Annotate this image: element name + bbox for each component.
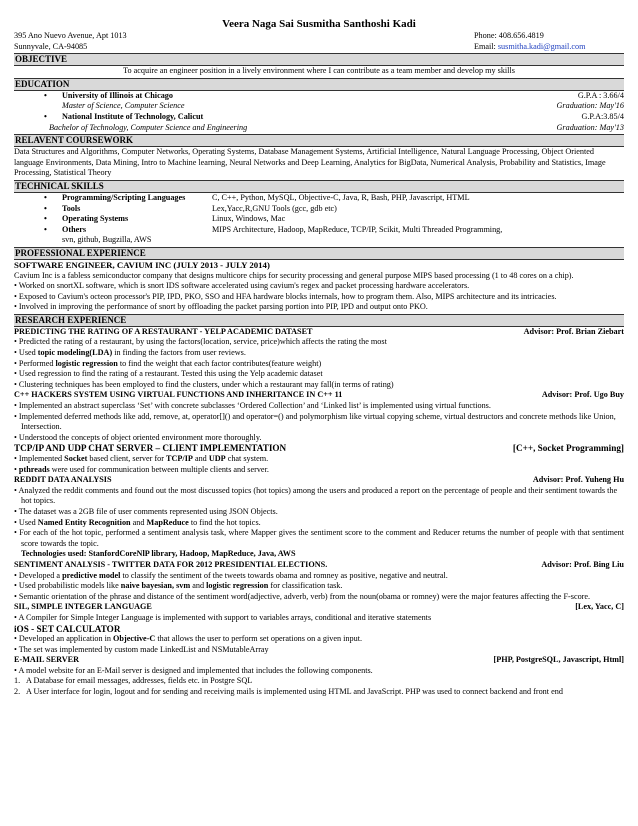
project-bullet: • A Compiler for Simple Integer Language is implemented with support to variables arrays, conditional and iterative statements: [14, 612, 432, 622]
contact-row-2: [14, 42, 624, 53]
email-link[interactable]: susmitha.kadi@gmail.com: [497, 41, 586, 51]
skill-value: Lex,Yacc,R,GNU Tools (gcc, gdb etc): [212, 203, 337, 213]
phone: Phone: 408.656.4819: [474, 31, 544, 40]
coursework-text: Data Structures and Algorithms, Computer Networks, Operating Systems, Database Management Systems, Artificial Intelligence, Natural Language Processing, Object Oriented language Environments, Data Mining, Intro to Machine learning, Neural Networks and Deep Learning, Analytics for BigData, Numerical Analysis, Probability and Statistics, Image Processing, Statistical Theory: [14, 147, 606, 178]
project-tech: [C++, Socket Programming]: [512, 443, 624, 454]
job-bullet: • Exposed to Cavium's octeon processor's PIP, IPD, PKO, SSO and HFA hardware blocks internals, how to program them. Also, MIPS architecture and its intricacies.: [14, 291, 557, 301]
section-experience-heading: PROFESSIONAL EXPERIENCE: [14, 247, 624, 260]
project-bullet: • Implemented an abstract superclass ‘Set’ with concrete subclasses ‘Ordered Collection’ and ‘Linked list’ is implemented using virtual functions.: [14, 401, 491, 411]
project-title: REDDIT DATA ANALYSIS: [14, 475, 112, 485]
section-skills-heading: TECHNICAL SKILLS: [14, 180, 624, 193]
address-line-2: Sunnyvale, CA-94085: [14, 41, 88, 51]
contact-row-1: [14, 31, 624, 42]
project-heading: [14, 602, 624, 613]
numbered-item: 2. A User interface for login, logout and for sending and receiving mails is implemented using HTML and JavaScript. PHP was used to connect backend and front end: [14, 687, 563, 697]
project-heading: [14, 443, 624, 454]
education-degree-2: [14, 123, 624, 134]
project-heading: [14, 624, 624, 635]
objective-text: To acquire an engineer position in a lively environment where I can contribute as a team member and develop my skills: [123, 66, 515, 76]
project-advisor: Advisor: Prof. Bing Liu: [541, 559, 624, 569]
numbered-item: 1. A Database for email messages, addresses, fields etc. in Postgre SQL: [14, 676, 253, 686]
skill-row: • Operating Systems Linux, Windows, Mac: [14, 214, 624, 225]
section-objective-heading: OBJECTIVE: [14, 53, 624, 66]
project-bullet: • Implemented deferred methods like add, remove, at, operator[]() and operator=() and polymorphism like virtual copying scheme, virtual destructors and concrete methods like Union, Intersection.: [14, 411, 616, 432]
project-bullet: • Predicted the rating of a restaurant, by using the factors(location, service, price)which affects the rating the most: [14, 337, 387, 347]
job-bullet: • Worked on snortXL software, which is snort IDS software accelerated using cavium's regex and packet processing hardware accelerators.: [14, 281, 470, 291]
project-heading: [14, 390, 624, 401]
project-bullet: • Developed an application in Objective-C that allows the user to perform set operations on a given input.: [14, 634, 363, 644]
skill-others-continued: svn, github, Bugzilla, AWS: [62, 235, 152, 245]
project-title: E-MAIL SERVER: [14, 655, 79, 665]
graduation: Graduation: May'13: [556, 122, 624, 132]
skill-value: C, C++, Python, MySQL, Objective-C, Java, R, Bash, PHP, Javascript, HTML: [212, 192, 470, 202]
skill-value: Linux, Windows, Mac: [212, 214, 286, 224]
project-bullet: • pthreads were used for communication between multiple clients and server.: [14, 464, 269, 474]
project-heading: [14, 560, 624, 571]
skill-key: Others: [62, 224, 87, 234]
project-bullet: • The dataset was a 2GB file of user comments represented using JSON Objects.: [14, 506, 278, 516]
email-block: [474, 42, 624, 53]
project-bullet: • Developed a predictive model to classify the sentiment of the tweets towards obama and romney as positive, negative and neutral.: [14, 570, 448, 580]
skill-key: Programming/Scripting Languages: [62, 192, 186, 202]
skill-row: • Tools Lex,Yacc,R,GNU Tools (gcc, gdb etc): [14, 204, 624, 215]
project-heading: [14, 655, 624, 666]
skill-key: Tools: [62, 203, 81, 213]
project-title: C++ HACKERS SYSTEM USING VIRTUAL FUNCTIONS AND INHERITANCE IN C++ 11: [14, 390, 343, 400]
gpa: G.P.A : 3.66/4: [577, 90, 624, 100]
project-advisor: Advisor: Prof. Ugo Buy: [541, 390, 624, 400]
skill-key: Operating Systems: [62, 214, 129, 224]
skill-row: • Programming/Scripting Languages C, C++, Python, MySQL, Objective-C, Java, R, Bash, PHP, Javascript, HTML: [14, 193, 624, 204]
project-advisor: Advisor: Prof. Yuheng Hu: [532, 475, 624, 485]
project-tech: [Lex, Yacc, C]: [575, 602, 624, 612]
job-title: SOFTWARE ENGINEER, CAVIUM INC (JULY 2013 - JULY 2014): [14, 259, 270, 270]
project-bullet: • Semantic orientation of the phrase and distance of the sentiment word(adjective, adverb, verb) from the noun(obama or romney) were the major features affecting the F-score.: [14, 591, 591, 601]
school-name: National Institute of Technology, Calicut: [62, 111, 204, 121]
address-line-1: 395 Ano Nuevo Avenue, Apt 1013: [14, 31, 127, 40]
project-bullet: • Clustering techniques has been employed to find the clusters, under which a restaurant may fall(in terms of rating): [14, 379, 394, 389]
project-technologies: Technologies used: StanfordCoreNlP library, Hadoop, MapReduce, Java, AWS: [21, 549, 296, 559]
project-bullet: • Implemented Socket based client, server for TCP/IP and UDP chat system.: [14, 454, 269, 463]
skill-row: • Others MIPS Architecture, Hadoop, MapReduce, TCP/IP, Scikit, Multi Threaded Programming,: [14, 225, 624, 236]
project-bullet: • The set was implemented by custom made LinkedList and NSMutableArray: [14, 644, 269, 654]
graduation: Graduation: May'16: [556, 101, 624, 111]
skill-value: MIPS Architecture, Hadoop, MapReduce, TCP/IP, Scikit, Multi Threaded Programming,: [212, 224, 503, 234]
project-title: SENTIMENT ANALYSIS - TWITTER DATA FOR 2012 PRESIDENTIAL ELECTIONS.: [14, 559, 328, 569]
job-intro: Cavium Inc is a fabless semiconductor company that designs multicore chips for security processing and general purpose MIPS based processing (1 to 48 cores on a chip).: [14, 270, 574, 280]
project-title: iOS - SET CALCULATOR: [14, 623, 121, 634]
school-name: University of Illinois at Chicago: [62, 90, 173, 100]
project-title: SIL, SIMPLE INTEGER LANGUAGE: [14, 602, 152, 612]
candidate-name: Veera Naga Sai Susmitha Santhoshi Kadi: [222, 18, 416, 30]
degree: Master of Science, Computer Science: [62, 101, 185, 111]
project-advisor: Advisor: Prof. Brian Ziebart: [523, 326, 624, 336]
project-bullet: • Used topic modeling(LDA) in finding the factors from user reviews.: [14, 348, 246, 358]
project-heading: [14, 327, 624, 338]
section-research-heading: RESEARCH EXPERIENCE: [14, 314, 624, 327]
education-degree-1: [14, 101, 624, 112]
section-coursework-heading: RELAVENT COURSEWORK: [14, 134, 624, 147]
project-bullet: • Performed logistic regression to find the weight that each factor contributes(feature weight): [14, 358, 322, 368]
project-bullet: • Used regression to find the rating of a restaurant. Tested this using the Yelp academic dataset: [14, 369, 323, 379]
project-tech: [PHP, PostgreSQL, Javascript, Html]: [493, 655, 624, 665]
project-heading: [14, 475, 624, 486]
education-school-2: • National Institute of Technology, Calicut G.P.A:3.85/4: [44, 111, 624, 121]
project-title: PREDICTING THE RATING OF A RESTAURANT - YELP ACADEMIC DATASET: [14, 326, 313, 336]
project-title: TCP/IP AND UDP CHAT SERVER – CLIENT IMPLEMENTATION: [14, 443, 287, 454]
project-bullet: • A model website for an E-Mail server is designed and implemented that includes the following components.: [14, 665, 373, 675]
degree: Bachelor of Technology, Computer Science and Engineering: [49, 122, 248, 132]
email-label: Email:: [474, 41, 498, 51]
job-bullet: • Involved in improving the performance of snort by offloading the packet parsing portion into PIP, IPD and output onto PKO.: [14, 302, 428, 312]
project-bullet: • Used Named Entity Recognition and MapReduce to find the hot topics.: [14, 517, 261, 527]
project-bullet: • Used probabilistic models like naive bayesian, svm and logistic regression for classification task.: [14, 581, 343, 591]
education-school-1: • University of Illinois at Chicago G.P.A : 3.66/4: [44, 90, 624, 100]
project-bullet: • Understood the concepts of object oriented environment more thoroughly.: [14, 432, 262, 442]
gpa: G.P.A:3.85/4: [581, 111, 624, 121]
project-bullet: • Analyzed the reddit comments and found out the most discussed topics (hot topics) among the users and produced a report on the percentage of people and their sentiment towards the hot topics.: [14, 485, 618, 506]
resume-page: [14, 0, 624, 698]
project-bullet: • For each of the hot topic, performed a sentiment analysis task, where Mapper gives the sentiment score to the comment and Reducer returns the number of people with that sentiment score towards the topic.: [14, 528, 624, 548]
section-education-heading: EDUCATION: [14, 78, 624, 91]
